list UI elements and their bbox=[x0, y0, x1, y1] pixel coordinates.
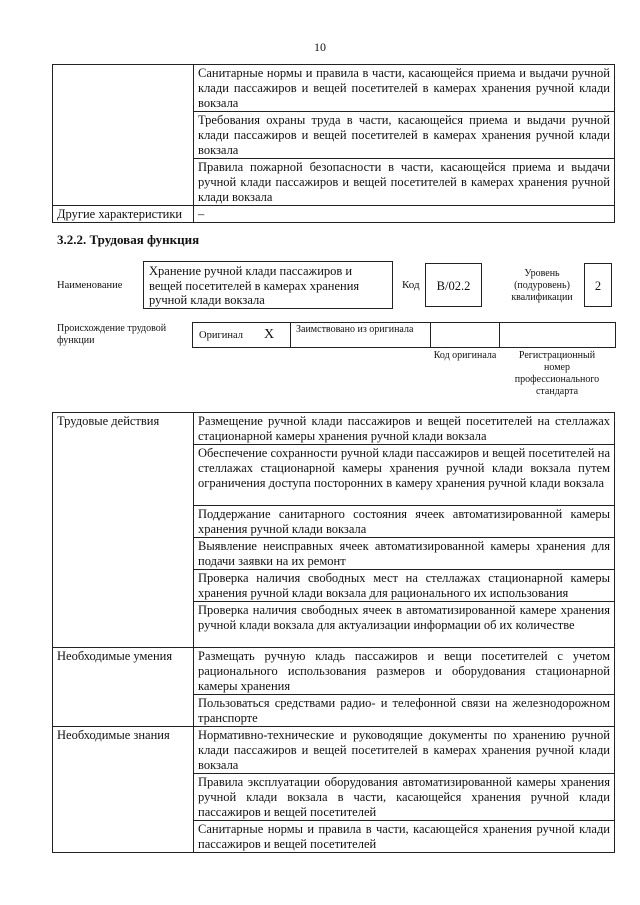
table-row bbox=[53, 65, 615, 112]
divider bbox=[499, 323, 500, 347]
section-heading: 3.2.2. Трудовая функция bbox=[57, 232, 200, 247]
table-cell: Размещение ручной клади пассажиров и вещей посетителей на стеллажах стационарной камеры хранения ручной клади вокзала bbox=[194, 413, 615, 445]
origin-label: Происхождение трудовой функции bbox=[57, 323, 167, 346]
original-mark: X bbox=[264, 327, 275, 342]
divider bbox=[290, 323, 291, 347]
original-label: Оригинал bbox=[199, 330, 243, 341]
page-number: 10 bbox=[314, 40, 326, 54]
top-table bbox=[52, 64, 615, 223]
table-cell: Поддержание санитарного состояния ячеек автоматизированной камеры хранения ручной клади вокзала bbox=[194, 506, 615, 538]
table-cell: Проверка наличия свободных мест на стеллажах стационарной камеры хранения ручной клади вокзала для рационального их использования bbox=[194, 570, 615, 602]
divider bbox=[430, 323, 431, 347]
table-cell: – bbox=[194, 206, 615, 223]
row-label: Необходимые умения bbox=[53, 648, 194, 727]
table-cell: Размещать ручную кладь пассажиров и вещи посетителей с учетом рационального использования размеров и оборудования стационарной камеры хранения bbox=[194, 648, 615, 695]
row-label: Трудовые действия bbox=[53, 413, 194, 648]
reg-number-label: Регистрационный номер профессионального стандарта bbox=[514, 350, 600, 397]
code-label: Код bbox=[402, 279, 420, 291]
name-label: Наименование bbox=[57, 280, 123, 291]
code-value: B/02.2 bbox=[425, 263, 482, 307]
row-label: Другие характеристики bbox=[53, 206, 194, 223]
table-cell: Санитарные нормы и правила в части, касающейся хранения ручной клади пассажиров и вещей посетителей bbox=[194, 821, 615, 853]
table-cell: Обеспечение сохранности ручной клади пассажиров и вещей посетителей на стеллажах стационарной камеры хранения ручной клади вокзала путем ограничения доступа посторонних в камеру хранения ручной клади вокзала bbox=[194, 445, 615, 506]
borrowed-label: Заимствовано из оригинала bbox=[296, 324, 414, 335]
table-cell: Санитарные нормы и правила в части, касающейся приема и выдачи ручной клади пассажиров и вещей посетителей в камерах хранения ручной клади вокзала bbox=[194, 65, 615, 112]
row-label: Необходимые знания bbox=[53, 727, 194, 853]
table-cell: Правила эксплуатации оборудования автоматизированной камеры хранения ручной клади вокзала в части, касающейся хранения ручной клади пассажиров и вещей посетителей bbox=[194, 774, 615, 821]
function-name: Хранение ручной клади пассажиров и вещей посетителей в камерах хранения ручной клади вокзала bbox=[143, 261, 393, 309]
level-value: 2 bbox=[584, 263, 612, 307]
main-table bbox=[52, 412, 615, 853]
origin-box bbox=[192, 322, 616, 348]
table-cell: Выявление неисправных ячеек автоматизированной камеры хранения для подачи заявки на их ремонт bbox=[194, 538, 615, 570]
table-row bbox=[53, 206, 615, 223]
table-row bbox=[53, 413, 615, 445]
table-cell: Нормативно-технические и руководящие документы по хранению ручной клади пассажиров и вещей посетителей в камерах хранения ручной клади вокзала bbox=[194, 727, 615, 774]
table-cell: Пользоваться средствами радио- и телефонной связи на железнодорожном транспорте bbox=[194, 695, 615, 727]
table-cell: Требования охраны труда в части, касающейся приема и выдачи ручной клади пассажиров и вещей посетителей в камерах хранения ручной клади вокзала bbox=[194, 112, 615, 159]
table-row bbox=[53, 727, 615, 774]
table-cell: Проверка наличия свободных ячеек в автоматизированной камере хранения ручной клади вокзала для актуализации информации об их количестве bbox=[194, 602, 615, 648]
row-label bbox=[53, 65, 194, 206]
table-cell: Правила пожарной безопасности в части, касающейся приема и выдачи ручной клади пассажиров и вещей посетителей в камерах хранения ручной клади вокзала bbox=[194, 159, 615, 206]
level-label: Уровень (подуровень) квалификации bbox=[511, 268, 573, 303]
code-original-label: Код оригинала bbox=[433, 350, 497, 361]
table-row bbox=[53, 648, 615, 695]
